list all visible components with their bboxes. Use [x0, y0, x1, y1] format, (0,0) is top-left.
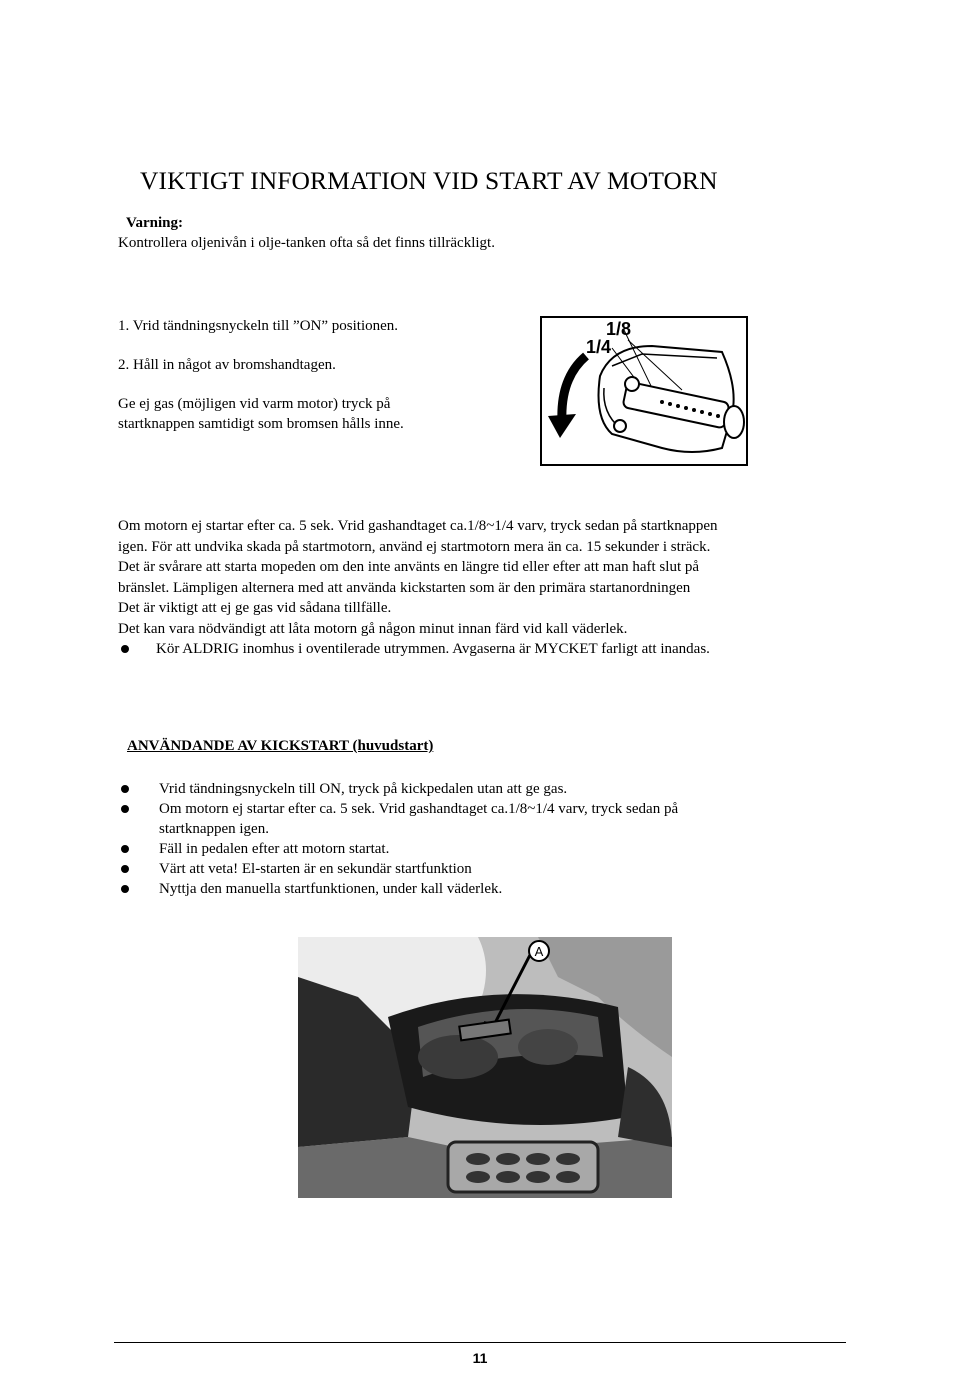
- paragraph-line: bränslet. Lämpligen alternera med att använda kickstarten som är den primära startanordningen: [118, 579, 691, 596]
- list-item: Om motorn ej startar efter ca. 5 sek. Vrid gashandtaget ca.1/8~1/4 varv, tryck sedan på startknappen igen.: [121, 799, 841, 839]
- warning-text: Kontrollera oljenivån i olje-tanken ofta så det finns tillräckligt.: [118, 235, 495, 251]
- throttle-diagram: [540, 316, 748, 466]
- step-1: 1. Vrid tändningsnyckeln till ”ON” positionen.: [118, 318, 399, 334]
- page-title: VIKTIGT INFORMATION VID START AV MOTORN: [140, 166, 718, 195]
- footer-rule: [114, 1342, 846, 1343]
- warning-bullet: Kör ALDRIG inomhus i oventilerade utrymmen. Avgaserna är MYCKET farligt att inandas.: [118, 639, 838, 660]
- paragraph-line: Det kan vara nödvändigt att låta motorn gå någon minut innan färd vid kall väderlek.: [118, 620, 628, 637]
- paragraph-line: igen. För att undvika skada på startmotorn, använd ej startmotorn mera än ca. 15 sekunder i sträck.: [118, 538, 711, 555]
- page-number: 11: [472, 1350, 488, 1366]
- starting-paragraph: [118, 516, 838, 660]
- kickstart-photo: [298, 937, 672, 1198]
- label-1-4: 1/4: [586, 337, 612, 357]
- bullet-icon: [121, 805, 129, 813]
- kickstart-list: [121, 779, 841, 899]
- label-1-8: 1/8: [606, 319, 632, 339]
- bullet-icon: [121, 885, 129, 893]
- bullet-icon: [121, 845, 129, 853]
- bullet-icon: [121, 865, 129, 873]
- bullet-icon: [121, 785, 129, 793]
- paragraph-line: Det är svårare att starta mopeden om den inte använts en längre tid eller efter att man haft slut på: [118, 559, 700, 575]
- marker-a-label: A: [534, 944, 544, 959]
- step-note-line-2: startknappen samtidigt som bromsen hålls inne.: [118, 416, 404, 432]
- kickstart-heading: ANVÄNDANDE AV KICKSTART (huvudstart): [127, 738, 434, 754]
- paragraph-line: Det är viktigt att ej ge gas vid sådana tillfälle.: [118, 600, 392, 616]
- bullet-icon: [121, 645, 129, 653]
- warning-label: Varning:: [126, 215, 183, 231]
- step-note-line-1: Ge ej gas (möjligen vid varm motor) tryck på: [118, 396, 391, 412]
- step-2: 2. Håll in något av bromshandtagen.: [118, 357, 336, 373]
- list-item: Fäll in pedalen efter att motorn startat.: [121, 839, 841, 859]
- list-item: Värt att veta! El-starten är en sekundär startfunktion: [121, 859, 841, 879]
- list-item: Nyttja den manuella startfunktionen, under kall väderlek.: [121, 879, 841, 899]
- paragraph-line: Om motorn ej startar efter ca. 5 sek. Vrid gashandtaget ca.1/8~1/4 varv, tryck sedan på startknappen: [118, 518, 718, 534]
- list-item: Vrid tändningsnyckeln till ON, tryck på kickpedalen utan att ge gas.: [121, 779, 841, 799]
- rotation-arrow-icon: [562, 356, 586, 422]
